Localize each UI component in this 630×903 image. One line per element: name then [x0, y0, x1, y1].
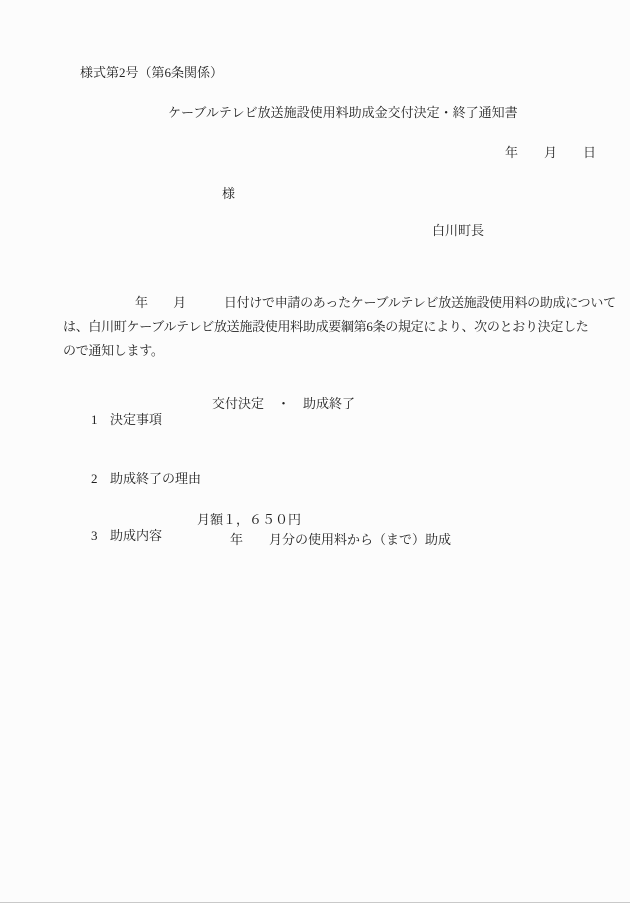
item-3-number: 3 [91, 528, 98, 543]
issue-date-line: 年 月 日 [505, 145, 597, 160]
item-3-subsidy-details [78, 512, 302, 576]
item-3-value-period: 年 月分の使用料から（まで）助成 [230, 532, 452, 547]
document-title: ケーブルテレビ放送施設使用料助成金交付決定・終了通知書 [168, 105, 518, 120]
body-paragraph-line-3: ので通知します。 [63, 343, 164, 358]
item-1-number: 1 [91, 412, 98, 427]
body-paragraph-line-1: 年 月 日付けで申請のあったケーブルテレビ放送施設使用料の助成について [135, 295, 616, 310]
item-1-label: 決定事項 [110, 412, 163, 427]
form-number-label: 様式第2号（第6条関係） [80, 65, 224, 80]
item-2-termination-reason [78, 455, 201, 503]
item-1-decision [78, 396, 356, 460]
body-paragraph-line-2: は、白川町ケーブルテレビ放送施設使用料助成要綱第6条の規定により、次のとおり決定した [63, 319, 589, 334]
item-3-label: 助成内容 [110, 528, 163, 543]
item-2-label: 助成終了の理由 [110, 471, 202, 486]
item-3-value-amount: 月額１，６５０円 [197, 512, 302, 527]
item-2-number: 2 [91, 471, 98, 486]
addressee-suffix: 様 [222, 186, 236, 201]
sender-title: 白川町長 [432, 223, 485, 238]
item-1-value: 交付決定 ・ 助成終了 [212, 396, 356, 411]
